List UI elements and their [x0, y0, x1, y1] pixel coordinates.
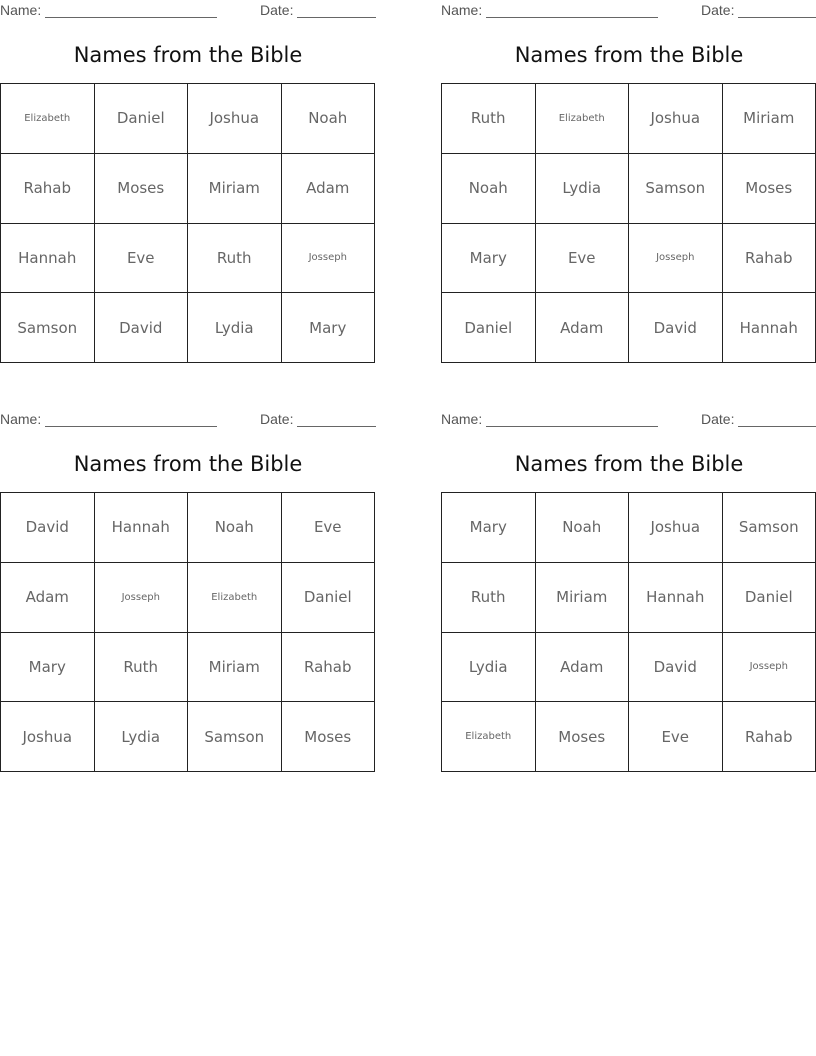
card-title: Names from the Bible — [514, 452, 744, 476]
card-header — [441, 411, 816, 429]
bingo-cell: David — [629, 633, 723, 703]
bingo-cell: Hannah — [629, 563, 723, 633]
bingo-cell: Daniel — [723, 563, 816, 633]
bingo-cell: Lydia — [95, 702, 189, 772]
bingo-cell: Elizabeth — [536, 84, 630, 154]
bingo-card-2 — [441, 0, 816, 372]
bingo-cell: Eve — [95, 224, 189, 294]
bingo-cell: Elizabeth — [442, 702, 536, 772]
bingo-cell: Mary — [1, 633, 95, 703]
bingo-cell: Eve — [282, 493, 376, 563]
bingo-cell: Rahab — [1, 154, 95, 224]
bingo-card-1 — [0, 0, 376, 372]
bingo-cell: Lydia — [536, 154, 630, 224]
name-label: Name: — [0, 2, 42, 18]
bingo-cell: Moses — [723, 154, 816, 224]
bingo-cell: Ruth — [442, 84, 536, 154]
bingo-cell: Miriam — [188, 154, 282, 224]
bingo-cell: David — [95, 293, 189, 363]
bingo-cell: Mary — [282, 293, 376, 363]
bingo-cell: Samson — [723, 493, 816, 563]
card-header — [0, 411, 376, 429]
date-blank-line — [738, 17, 816, 18]
bingo-cell: Ruth — [442, 563, 536, 633]
bingo-cell: Adam — [1, 563, 95, 633]
bingo-cell: Noah — [536, 493, 630, 563]
date-blank-line — [297, 426, 376, 427]
bingo-cell: Josseph — [282, 224, 376, 294]
date-blank-line — [738, 426, 816, 427]
bingo-cell: Adam — [536, 293, 630, 363]
date-label: Date: — [701, 2, 735, 18]
bingo-grid — [0, 83, 375, 363]
name-blank-line — [486, 17, 658, 18]
bingo-cell: Eve — [536, 224, 630, 294]
bingo-cell: Rahab — [723, 702, 816, 772]
name-blank-line — [486, 426, 658, 427]
bingo-cell: Elizabeth — [188, 563, 282, 633]
bingo-cell: Rahab — [282, 633, 376, 703]
bingo-cell: Noah — [188, 493, 282, 563]
bingo-cell: Elizabeth — [1, 84, 95, 154]
bingo-cell: Moses — [536, 702, 630, 772]
date-label: Date: — [701, 411, 735, 427]
name-label: Name: — [0, 411, 42, 427]
bingo-cell: Eve — [629, 702, 723, 772]
name-label: Name: — [441, 2, 483, 18]
bingo-cell: Ruth — [95, 633, 189, 703]
bingo-cell: Mary — [442, 224, 536, 294]
card-title: Names from the Bible — [73, 43, 303, 67]
card-title: Names from the Bible — [514, 43, 744, 67]
bingo-card-4 — [441, 409, 816, 781]
bingo-cell: Daniel — [282, 563, 376, 633]
bingo-cell: Joshua — [1, 702, 95, 772]
bingo-cell: David — [1, 493, 95, 563]
bingo-cell: Samson — [629, 154, 723, 224]
bingo-grid — [0, 492, 375, 772]
bingo-cell: Miriam — [536, 563, 630, 633]
bingo-cell: Hannah — [723, 293, 816, 363]
name-label: Name: — [441, 411, 483, 427]
date-label: Date: — [260, 411, 294, 427]
card-title: Names from the Bible — [73, 452, 303, 476]
bingo-cell: Hannah — [1, 224, 95, 294]
bingo-cell: Samson — [188, 702, 282, 772]
bingo-grid — [441, 492, 816, 772]
bingo-cell: Hannah — [95, 493, 189, 563]
bingo-cell: Samson — [1, 293, 95, 363]
card-header — [441, 2, 816, 20]
bingo-cell: Josseph — [95, 563, 189, 633]
name-blank-line — [45, 17, 217, 18]
bingo-cell: Joshua — [188, 84, 282, 154]
bingo-cell: Adam — [282, 154, 376, 224]
bingo-grid — [441, 83, 816, 363]
bingo-cell: Moses — [95, 154, 189, 224]
bingo-cell: Daniel — [95, 84, 189, 154]
bingo-card-3 — [0, 409, 376, 781]
bingo-cell: Lydia — [188, 293, 282, 363]
card-header — [0, 2, 376, 20]
bingo-cell: Adam — [536, 633, 630, 703]
bingo-cell: Josseph — [723, 633, 816, 703]
bingo-cell: Rahab — [723, 224, 816, 294]
bingo-cell: Daniel — [442, 293, 536, 363]
bingo-cell: Joshua — [629, 493, 723, 563]
bingo-cell: Josseph — [629, 224, 723, 294]
bingo-cell: David — [629, 293, 723, 363]
bingo-cell: Noah — [442, 154, 536, 224]
bingo-cell: Noah — [282, 84, 376, 154]
bingo-cell: Miriam — [188, 633, 282, 703]
bingo-cell: Mary — [442, 493, 536, 563]
bingo-cell: Joshua — [629, 84, 723, 154]
bingo-cell: Miriam — [723, 84, 816, 154]
name-blank-line — [45, 426, 217, 427]
date-blank-line — [297, 17, 376, 18]
bingo-cell: Moses — [282, 702, 376, 772]
date-label: Date: — [260, 2, 294, 18]
bingo-cell: Ruth — [188, 224, 282, 294]
bingo-cell: Lydia — [442, 633, 536, 703]
